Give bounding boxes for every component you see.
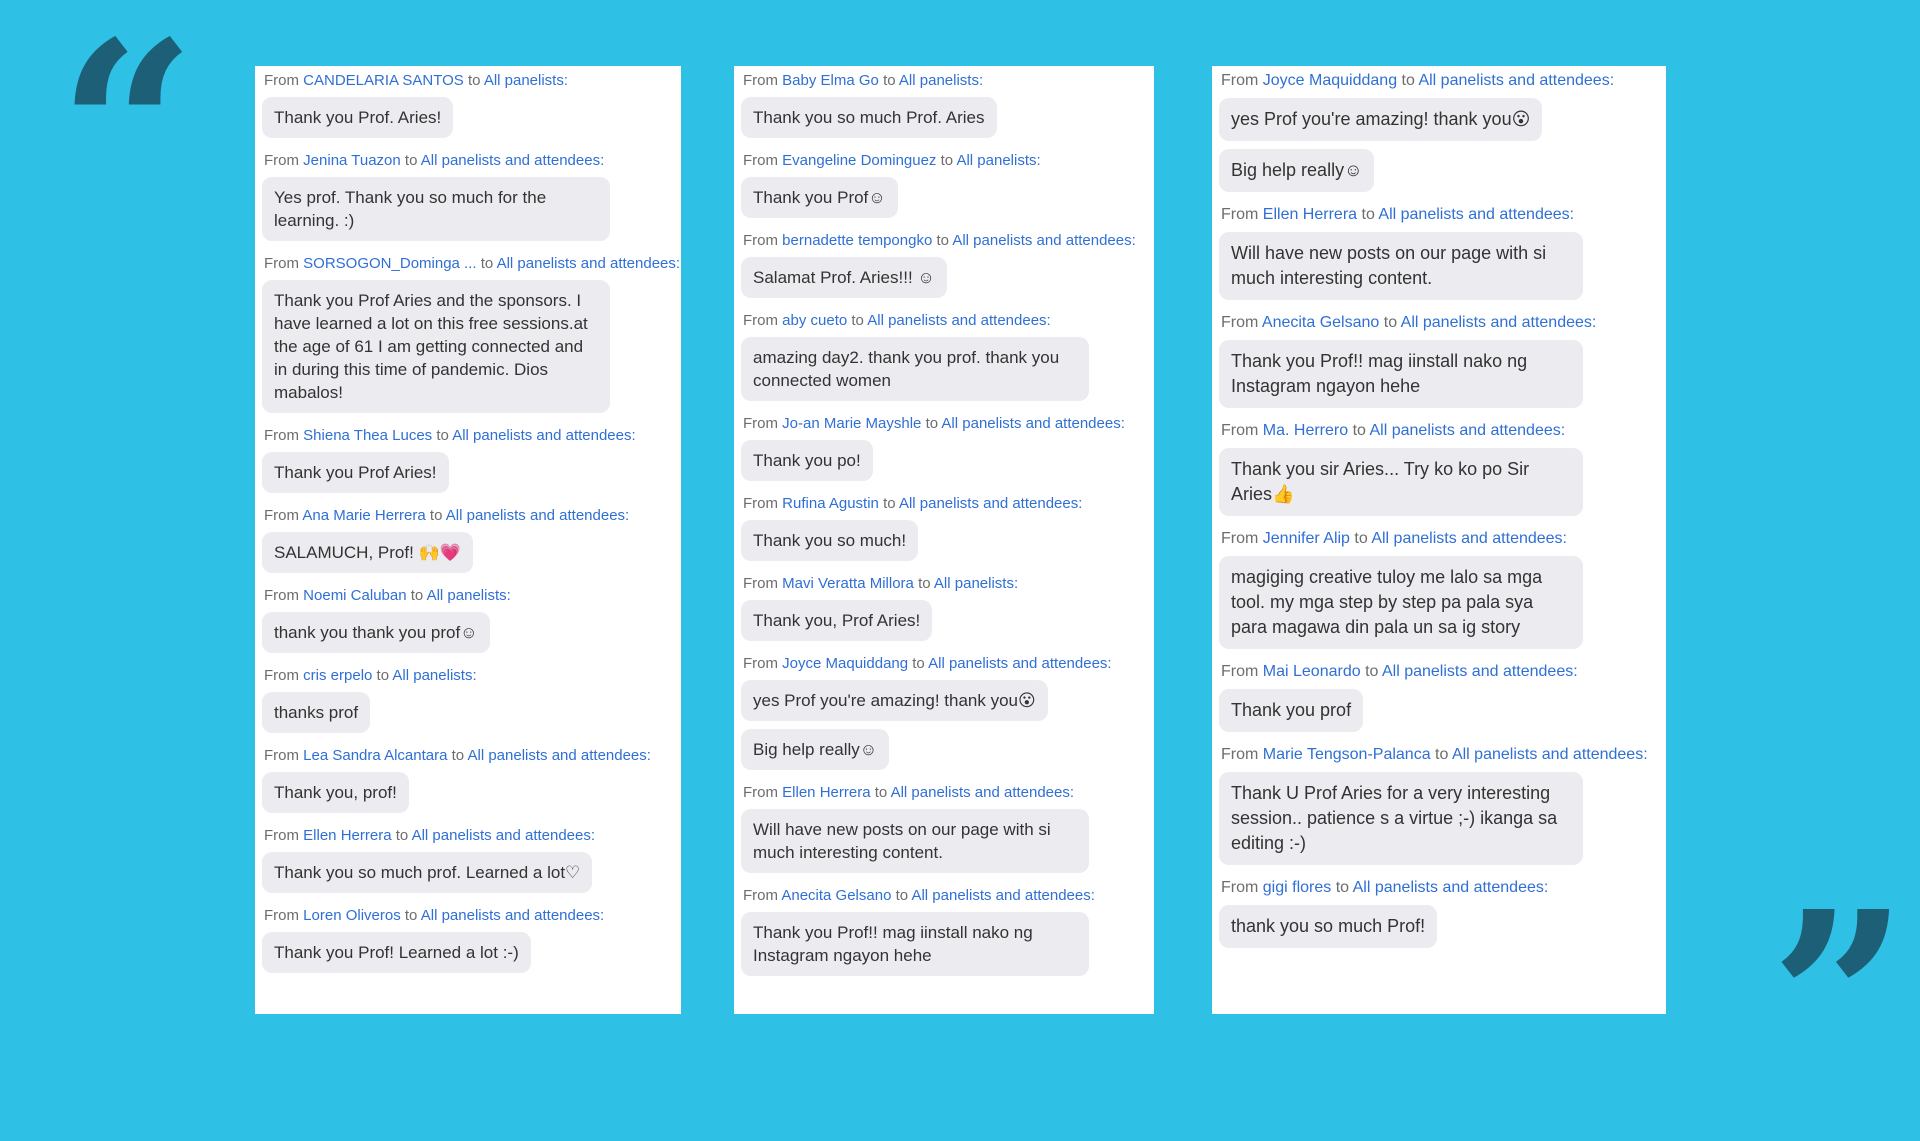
recipient-target: All panelists: <box>933 575 1019 592</box>
bubble-row <box>262 932 674 973</box>
bubble-row <box>262 177 674 241</box>
close-quote-mark: ” <box>1770 859 1909 1141</box>
to-label: to <box>376 667 390 684</box>
recipient-target: All panelists and attendees: <box>1451 746 1648 763</box>
sender-name[interactable]: Anecita Gelsano <box>781 887 892 904</box>
sender-name[interactable]: Mavi Veratta Millora <box>782 575 914 592</box>
from-label: From <box>264 427 299 444</box>
message-bubble: Thank you prof <box>1219 689 1363 732</box>
chat-message <box>262 747 674 813</box>
sender-name[interactable]: Mai Leonardo <box>1262 663 1361 680</box>
chat-message <box>741 152 1147 218</box>
chat-message <box>262 152 674 241</box>
message-bubble: Big help really☺ <box>741 729 889 770</box>
bubble-row <box>262 97 674 138</box>
bubble-row <box>1219 98 1659 141</box>
sender-name[interactable]: Loren Oliveros <box>303 907 401 924</box>
chat-message <box>1219 314 1659 408</box>
recipient-target: All panelists and attendees: <box>952 232 1136 249</box>
message-header <box>264 827 674 844</box>
recipient-target: All panelists and attendees: <box>941 415 1125 432</box>
chat-message <box>1219 879 1659 948</box>
sender-name[interactable]: Anecita Gelsano <box>1261 314 1380 331</box>
message-header <box>1221 746 1659 764</box>
recipient-target: All panelists and attendees: <box>911 887 1095 904</box>
message-bubble: Thank you so much prof. Learned a lot♡ <box>262 852 592 893</box>
sender-name[interactable]: gigi flores <box>1262 879 1332 896</box>
message-bubble: Thank you, Prof Aries! <box>741 600 932 641</box>
chat-message <box>741 784 1147 873</box>
chat-panel-2 <box>734 66 1154 1014</box>
to-label: to <box>467 72 481 89</box>
recipient-target: All panelists: <box>898 72 984 89</box>
recipient-target: All panelists: <box>956 152 1041 169</box>
message-header <box>743 232 1147 249</box>
message-header <box>264 907 674 924</box>
chat-message <box>741 495 1147 561</box>
message-bubble: Big help really☺ <box>1219 149 1374 192</box>
from-label: From <box>743 312 778 329</box>
sender-name[interactable]: Joyce Maquiddang <box>782 655 909 672</box>
recipient-target: All panelists and attendees: <box>420 152 605 169</box>
to-label: to <box>1383 314 1398 331</box>
sender-name[interactable]: Jo-an Marie Mayshle <box>782 415 922 432</box>
bubble-row <box>741 912 1147 976</box>
message-bubble: Thank you so much Prof. Aries <box>741 97 997 138</box>
chat-message <box>741 887 1147 976</box>
bubble-row <box>262 612 674 653</box>
chat-message <box>262 255 681 413</box>
to-label: to <box>895 887 909 904</box>
message-header <box>264 507 674 524</box>
message-bubble: Salamat Prof. Aries!!! ☺ <box>741 257 947 298</box>
chat-message <box>1219 72 1659 192</box>
message-bubble: magiging creative tuloy me lalo sa mga tool. my mga step by step pa pala sya para magawa din pala un sa ig story <box>1219 556 1583 649</box>
bubble-row <box>1219 340 1659 408</box>
to-label: to <box>480 255 494 272</box>
chat-message <box>262 72 674 138</box>
message-bubble: Thank you Prof☺ <box>741 177 898 218</box>
from-label: From <box>743 415 778 432</box>
bubble-row <box>262 452 674 493</box>
recipient-target: All panelists and attendees: <box>1352 879 1549 896</box>
from-label: From <box>264 827 299 844</box>
bubble-row <box>1219 149 1659 192</box>
recipient-target: All panelists and attendees: <box>1369 422 1566 439</box>
from-label: From <box>264 507 299 524</box>
recipient-target: All panelists and attendees: <box>467 747 651 764</box>
from-label: From <box>743 655 778 672</box>
message-bubble: Thank you po! <box>741 440 873 481</box>
sender-name[interactable]: Rufina Agustin <box>782 495 879 512</box>
chat-message <box>1219 206 1659 300</box>
bubble-row <box>262 772 674 813</box>
message-bubble: Thank you so much! <box>741 520 918 561</box>
message-header <box>1221 422 1659 440</box>
from-label: From <box>1221 206 1259 223</box>
to-label: to <box>1365 663 1379 680</box>
chat-message <box>1219 663 1659 732</box>
message-header <box>264 152 674 169</box>
message-bubble: Yes prof. Thank you so much for the learning. :) <box>262 177 610 241</box>
from-label: From <box>264 152 299 169</box>
message-header <box>264 427 674 444</box>
message-header <box>264 667 674 684</box>
bubble-row <box>1219 772 1659 865</box>
to-label: to <box>883 72 896 89</box>
bubble-row <box>262 280 674 413</box>
sender-name[interactable]: CANDELARIA SANTOS <box>303 72 464 89</box>
recipient-target: All panelists and attendees: <box>898 495 1083 512</box>
from-label: From <box>264 255 299 272</box>
bubble-row <box>741 257 1147 298</box>
message-header <box>1221 72 1659 90</box>
chat-message <box>262 427 674 493</box>
message-bubble: thank you thank you prof☺ <box>262 612 490 653</box>
recipient-target: All panelists and attendees: <box>1400 314 1597 331</box>
from-label: From <box>1221 746 1259 763</box>
recipient-target: All panelists and attendees: <box>452 427 636 444</box>
sender-name[interactable]: Ma. Herrero <box>1262 422 1349 439</box>
recipient-target: All panelists and attendees: <box>1378 206 1575 223</box>
to-label: to <box>404 152 418 169</box>
sender-name[interactable]: Noemi Caluban <box>303 587 407 604</box>
chat-message <box>262 907 674 973</box>
recipient-target: All panelists: <box>426 587 511 604</box>
recipient-target: All panelists: <box>392 667 477 684</box>
to-label: to <box>936 232 949 249</box>
message-bubble: thanks prof <box>262 692 370 733</box>
sender-name[interactable]: SORSOGON_Dominga ... <box>303 255 477 272</box>
bubble-row <box>741 177 1147 218</box>
message-header <box>1221 663 1659 681</box>
to-label: to <box>918 575 931 592</box>
sender-name[interactable]: bernadette tempongko <box>782 232 933 249</box>
message-bubble: Thank you Prof!! mag iinstall nako ng Instagram ngayon hehe <box>1219 340 1583 408</box>
message-bubble: Will have new posts on our page with si much interesting content. <box>1219 232 1583 300</box>
chat-message <box>741 575 1147 641</box>
message-header <box>1221 206 1659 224</box>
from-label: From <box>264 587 299 604</box>
recipient-target: All panelists and attendees: <box>1381 663 1578 680</box>
bubble-row <box>741 680 1147 721</box>
message-bubble: Thank you Prof. Aries! <box>262 97 453 138</box>
chat-message <box>1219 422 1659 516</box>
message-header <box>1221 314 1659 332</box>
bubble-row <box>1219 448 1659 516</box>
message-bubble: SALAMUCH, Prof! 🙌💗 <box>262 532 473 573</box>
sender-name[interactable]: Lea Sandra Alcantara <box>303 747 448 764</box>
to-label: to <box>874 784 888 801</box>
bubble-row <box>741 809 1147 873</box>
message-bubble: amazing day2. thank you prof. thank you connected women <box>741 337 1089 401</box>
message-bubble: Thank you Prof Aries and the sponsors. I have learned a lot on this free sessions.at the age of 61 I am getting connected and in during this time of pandemic. Dios mabalos! <box>262 280 610 413</box>
bubble-row <box>741 520 1147 561</box>
to-label: to <box>912 655 925 672</box>
bubble-row <box>741 729 1147 770</box>
bubble-row <box>741 337 1147 401</box>
bubble-row <box>741 97 1147 138</box>
bubble-row <box>262 532 674 573</box>
to-label: to <box>1352 422 1366 439</box>
sender-name[interactable]: Shiena Thea Luces <box>303 427 433 444</box>
chat-message <box>741 232 1147 298</box>
message-bubble: Thank you Prof!! mag iinstall nako ng Instagram ngayon hehe <box>741 912 1089 976</box>
from-label: From <box>264 747 299 764</box>
bubble-row <box>1219 905 1659 948</box>
chat-message <box>741 655 1147 770</box>
recipient-target: All panelists and attendees: <box>928 655 1112 672</box>
sender-name[interactable]: Baby Elma Go <box>782 72 879 89</box>
chat-message <box>262 587 674 653</box>
from-label: From <box>264 72 299 89</box>
open-quote-mark: “ <box>58 0 197 271</box>
to-label: to <box>883 495 896 512</box>
message-header <box>264 255 681 272</box>
message-header <box>743 72 1147 89</box>
to-label: to <box>410 587 424 604</box>
message-bubble: Thank U Prof Aries for a very interesting session.. patience s a virtue ;-) ikanga sa editing :-) <box>1219 772 1583 865</box>
sender-name[interactable]: Ellen Herrera <box>1262 206 1358 223</box>
bubble-row <box>741 600 1147 641</box>
message-header <box>1221 879 1659 897</box>
chat-panel-1 <box>255 66 681 1014</box>
recipient-target: All panelists and attendees: <box>411 827 596 844</box>
recipient-target: All panelists and attendees: <box>867 312 1051 329</box>
from-label: From <box>1221 72 1259 89</box>
bubble-row <box>262 852 674 893</box>
message-header <box>743 312 1147 329</box>
from-label: From <box>743 575 778 592</box>
to-label: to <box>404 907 418 924</box>
to-label: to <box>429 507 443 524</box>
chat-message <box>262 827 674 893</box>
to-label: to <box>851 312 864 329</box>
message-header <box>743 575 1147 592</box>
chat-message <box>741 312 1147 401</box>
message-bubble: Thank you Prof Aries! <box>262 452 449 493</box>
from-label: From <box>743 784 778 801</box>
message-bubble: Thank you sir Aries... Try ko ko po Sir Aries👍 <box>1219 448 1583 516</box>
sender-name[interactable]: aby cueto <box>782 312 848 329</box>
message-bubble: Will have new posts on our page with si much interesting content. <box>741 809 1089 873</box>
sender-name[interactable]: Ana Marie Herrera <box>302 507 426 524</box>
bubble-row <box>262 692 674 733</box>
chat-message <box>1219 746 1659 865</box>
chat-message <box>262 667 674 733</box>
chat-message <box>741 72 1147 138</box>
from-label: From <box>1221 530 1259 547</box>
chat-message <box>741 415 1147 481</box>
message-header <box>264 587 674 604</box>
bubble-row <box>1219 556 1659 649</box>
to-label: to <box>1361 206 1375 223</box>
from-label: From <box>264 667 299 684</box>
recipient-target: All panelists and attendees: <box>496 255 681 272</box>
bubble-row <box>741 440 1147 481</box>
message-bubble: Thank you Prof! Learned a lot :-) <box>262 932 531 973</box>
to-label: to <box>1401 72 1415 89</box>
message-header <box>743 655 1147 672</box>
message-bubble: Thank you, prof! <box>262 772 409 813</box>
from-label: From <box>743 495 778 512</box>
recipient-target: All panelists: <box>483 72 569 89</box>
to-label: to <box>451 747 465 764</box>
sender-name[interactable]: Jennifer Alip <box>1262 530 1350 547</box>
sender-name[interactable]: Evangeline Dominguez <box>782 152 937 169</box>
sender-name[interactable]: Marie Tengson-Palanca <box>1262 746 1431 763</box>
message-bubble: yes Prof you're amazing! thank you😮 <box>741 680 1048 721</box>
message-header <box>264 747 674 764</box>
from-label: From <box>743 152 778 169</box>
from-label: From <box>743 232 778 249</box>
recipient-target: All panelists and attendees: <box>420 907 605 924</box>
to-label: to <box>1335 879 1350 896</box>
message-bubble: yes Prof you're amazing! thank you😮 <box>1219 98 1542 141</box>
from-label: From <box>1221 879 1259 896</box>
from-label: From <box>1221 422 1259 439</box>
message-header <box>743 415 1147 432</box>
message-header <box>743 887 1147 904</box>
from-label: From <box>1221 663 1259 680</box>
recipient-target: All panelists and attendees: <box>890 784 1075 801</box>
to-label: to <box>436 427 449 444</box>
to-label: to <box>1435 746 1449 763</box>
sender-name[interactable]: cris erpelo <box>303 667 373 684</box>
bubble-row <box>1219 689 1659 732</box>
to-label: to <box>940 152 954 169</box>
message-header <box>743 495 1147 512</box>
from-label: From <box>1221 314 1259 331</box>
message-header <box>264 72 674 89</box>
sender-name[interactable]: Jenina Tuazon <box>303 152 401 169</box>
chat-message <box>1219 530 1659 649</box>
message-bubble: thank you so much Prof! <box>1219 905 1437 948</box>
to-label: to <box>925 415 939 432</box>
from-label: From <box>264 907 299 924</box>
chat-panel-3 <box>1212 66 1666 1014</box>
recipient-target: All panelists and attendees: <box>1418 72 1615 89</box>
message-header <box>743 152 1147 169</box>
to-label: to <box>395 827 409 844</box>
sender-name[interactable]: Ellen Herrera <box>303 827 392 844</box>
from-label: From <box>743 72 778 89</box>
chat-message <box>262 507 674 573</box>
recipient-target: All panelists and attendees: <box>445 507 630 524</box>
message-header <box>743 784 1147 801</box>
to-label: to <box>1354 530 1368 547</box>
recipient-target: All panelists and attendees: <box>1371 530 1567 547</box>
from-label: From <box>743 887 778 904</box>
sender-name[interactable]: Ellen Herrera <box>782 784 871 801</box>
bubble-row <box>1219 232 1659 300</box>
sender-name[interactable]: Joyce Maquiddang <box>1262 72 1398 89</box>
message-header <box>1221 530 1659 548</box>
